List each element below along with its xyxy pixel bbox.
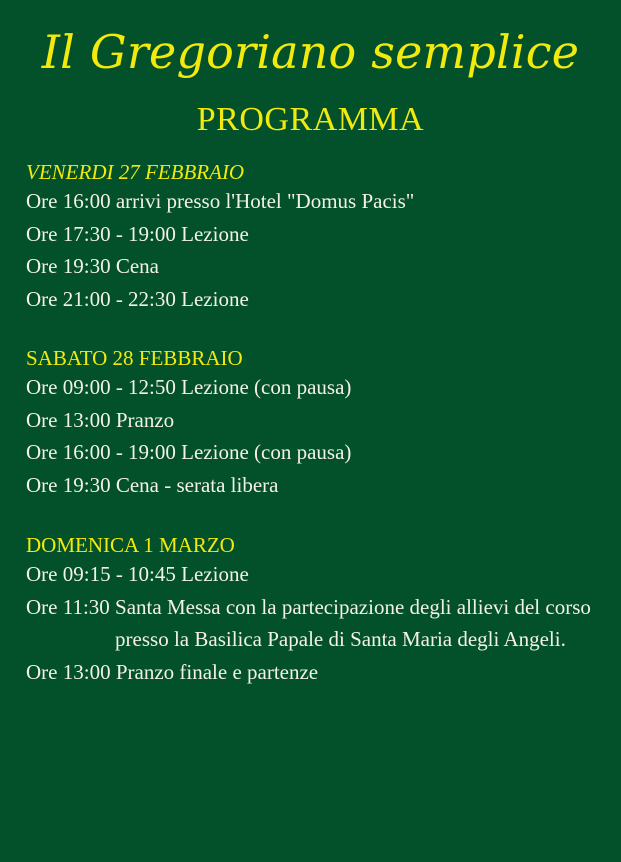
schedule-entry <box>26 558 603 591</box>
schedule-entry <box>26 591 603 656</box>
entry-desc: Lezione <box>181 221 249 246</box>
day-sunday <box>26 532 603 688</box>
entry-desc: Santa Messa con la partecipazione degli allievi del corso presso la Basilica Papale di Santa Maria degli Angeli. <box>115 594 591 651</box>
schedule-entry <box>26 283 603 316</box>
schedule-entry <box>26 469 603 502</box>
entry-desc: arrivi presso l'Hotel "Domus Pacis" <box>115 189 415 213</box>
entry-desc: Pranzo <box>115 407 175 432</box>
schedule-entry <box>26 185 603 218</box>
schedule-entry <box>26 436 603 469</box>
entry-time: Ore 11:30 <box>26 594 116 619</box>
entry-time: Ore 09:00 - 12:50 <box>26 375 182 399</box>
program-heading: PROGRAMMA <box>196 101 425 138</box>
entry-desc: Cena <box>115 254 159 278</box>
entry-time: Ore 16:00 <box>26 189 116 213</box>
entry-desc: Lezione (con pausa) <box>181 440 352 464</box>
entry-desc: Pranzo finale e partenze <box>115 659 319 684</box>
entry-desc: Lezione (con pausa) <box>181 375 352 399</box>
page-title: Il Gregoriano semplice <box>41 25 580 79</box>
entry-time: Ore 19:30 <box>26 254 116 278</box>
entry-desc: Lezione <box>181 286 249 311</box>
day-heading: VENERDI 27 FEBBRAIO <box>26 160 245 184</box>
entry-time: Ore 13:00 <box>26 659 116 684</box>
entry-desc: Lezione <box>181 562 249 586</box>
entry-time: Ore 09:15 - 10:45 <box>26 562 182 586</box>
schedule-entry <box>26 404 603 437</box>
entry-time: Ore 21:00 - 22:30 <box>26 286 182 311</box>
schedule-entry <box>26 250 603 283</box>
entry-time: Ore 17:30 - 19:00 <box>26 221 182 246</box>
schedule-entry <box>26 371 603 404</box>
entry-time: Ore 13:00 <box>26 407 116 432</box>
schedule-entry <box>26 218 603 251</box>
day-heading: DOMENICA 1 MARZO <box>26 533 235 557</box>
entry-desc: Cena - serata libera <box>115 472 279 497</box>
day-heading: SABATO 28 FEBBRAIO <box>26 346 243 370</box>
entry-time: Ore 16:00 - 19:00 <box>26 440 182 464</box>
entry-time: Ore 19:30 <box>26 472 116 497</box>
day-saturday <box>26 345 603 501</box>
day-friday <box>26 159 603 315</box>
schedule-entry <box>26 656 603 689</box>
